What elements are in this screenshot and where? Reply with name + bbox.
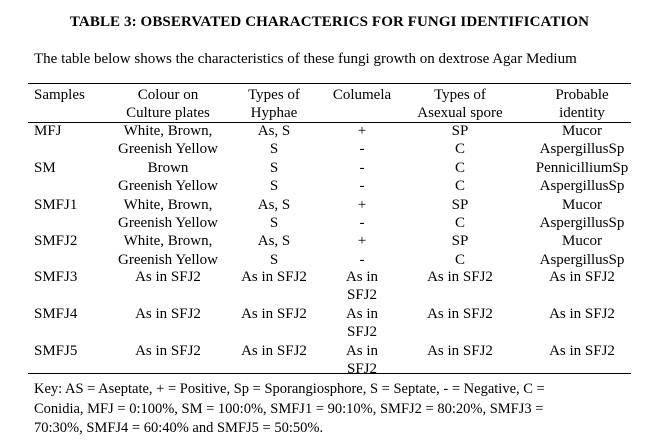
cell-colour: Greenish Yellow (118, 251, 218, 268)
cell-columela: As in (345, 269, 379, 285)
cell-columela: - (359, 159, 365, 176)
header-hyphae: Types of Hyphae (248, 87, 300, 121)
cell-colour: As in SFJ2 (135, 269, 201, 285)
cell-colour: Greenish Yellow (118, 141, 218, 158)
cell-spore: C (454, 141, 465, 158)
cell-columela: - (359, 215, 365, 231)
cell-columela: SFJ2 (346, 287, 378, 303)
cell-identity: AspergillusSp (539, 215, 625, 231)
cell-columela: - (359, 251, 365, 268)
cell-sample: MFJ (34, 123, 62, 139)
cell-columela: SFJ2 (346, 361, 378, 377)
cell-colour: Greenish Yellow (118, 215, 218, 231)
cell-hyphae: As, S (257, 196, 291, 213)
cell-spore: As in SFJ2 (427, 269, 493, 285)
cell-spore: C (454, 178, 465, 195)
cell-identity: PennicilliumSp (535, 159, 629, 176)
cell-hyphae: As in SFJ2 (241, 306, 307, 322)
cell-spore: C (454, 251, 465, 268)
cell-identity: AspergillusSp (539, 178, 625, 195)
cell-columela: + (357, 123, 367, 139)
cell-spore: SP (451, 123, 469, 139)
table-title: TABLE 3: OBSERVATED CHARACTERICS FOR FUNGI IDENTIFICATION (69, 14, 590, 30)
cell-spore: SP (451, 233, 469, 250)
cell-spore: As in SFJ2 (427, 306, 493, 322)
cell-colour: Brown (147, 159, 189, 176)
cell-colour: As in SFJ2 (135, 306, 201, 322)
cell-hyphae: S (269, 141, 279, 158)
header-identity: Probable identity (555, 87, 609, 121)
cell-identity: As in SFJ2 (549, 269, 615, 285)
cell-identity: Mucor (562, 196, 602, 213)
cell-colour: White, Brown, (123, 123, 213, 139)
header-colour: Colour on Culture plates (126, 87, 210, 121)
cell-colour: White, Brown, (123, 196, 213, 213)
cell-colour: Greenish Yellow (118, 178, 218, 195)
table-intro: The table below shows the characteristics of these fungi growth on dextrose Agar Medium (34, 51, 577, 67)
cell-colour: As in SFJ2 (135, 343, 201, 359)
cell-sample: SM (34, 159, 56, 176)
cell-sample: SMFJ4 (34, 306, 78, 322)
cell-hyphae: S (269, 215, 279, 231)
cell-hyphae: As, S (257, 233, 291, 250)
cell-columela: As in (345, 343, 379, 359)
cell-identity: As in SFJ2 (549, 343, 615, 359)
cell-columela: + (357, 233, 367, 250)
header-spore: Types of Asexual spore (417, 87, 503, 121)
header-columela: Columela (332, 87, 392, 103)
table-bottom-rule (28, 373, 631, 374)
cell-identity: As in SFJ2 (549, 306, 615, 322)
cell-columela: SFJ2 (346, 324, 378, 340)
cell-spore: C (454, 159, 465, 176)
cell-columela: + (357, 196, 367, 213)
cell-identity: Mucor (562, 123, 602, 139)
cell-spore: C (454, 215, 465, 231)
cell-sample: SMFJ1 (34, 196, 78, 213)
cell-sample: SMFJ2 (34, 233, 78, 250)
cell-hyphae: As in SFJ2 (241, 269, 307, 285)
cell-spore: As in SFJ2 (427, 343, 493, 359)
cell-columela: As in (345, 306, 379, 322)
cell-hyphae: S (269, 178, 279, 195)
key-note: Key: AS = Aseptate, + = Positive, Sp = Sporangiosphore, S = Septate, - = Negative, C = Conidia, MFJ = 0:100%, SM = 100:0%, SMFJ1 = 90:10%, SMFJ2 = 80:20%, SMFJ3 = 70:30%, SMFJ4 = 60:40% and SMFJ5 = 50:50%. (34, 381, 545, 436)
cell-hyphae: As in SFJ2 (241, 343, 307, 359)
table-top-rule (28, 83, 631, 84)
cell-columela: - (359, 178, 365, 195)
header-samples: Samples (34, 87, 85, 103)
cell-spore: SP (451, 196, 469, 213)
cell-identity: AspergillusSp (539, 141, 625, 158)
cell-hyphae: As, S (257, 123, 291, 139)
cell-hyphae: S (269, 159, 279, 176)
cell-columela: - (359, 141, 365, 158)
cell-hyphae: S (269, 251, 279, 268)
cell-identity: Mucor (562, 233, 602, 250)
cell-sample: SMFJ3 (34, 269, 78, 285)
cell-sample: SMFJ5 (34, 343, 78, 359)
cell-colour: White, Brown, (123, 233, 213, 250)
cell-identity: AspergillusSp (539, 251, 625, 268)
